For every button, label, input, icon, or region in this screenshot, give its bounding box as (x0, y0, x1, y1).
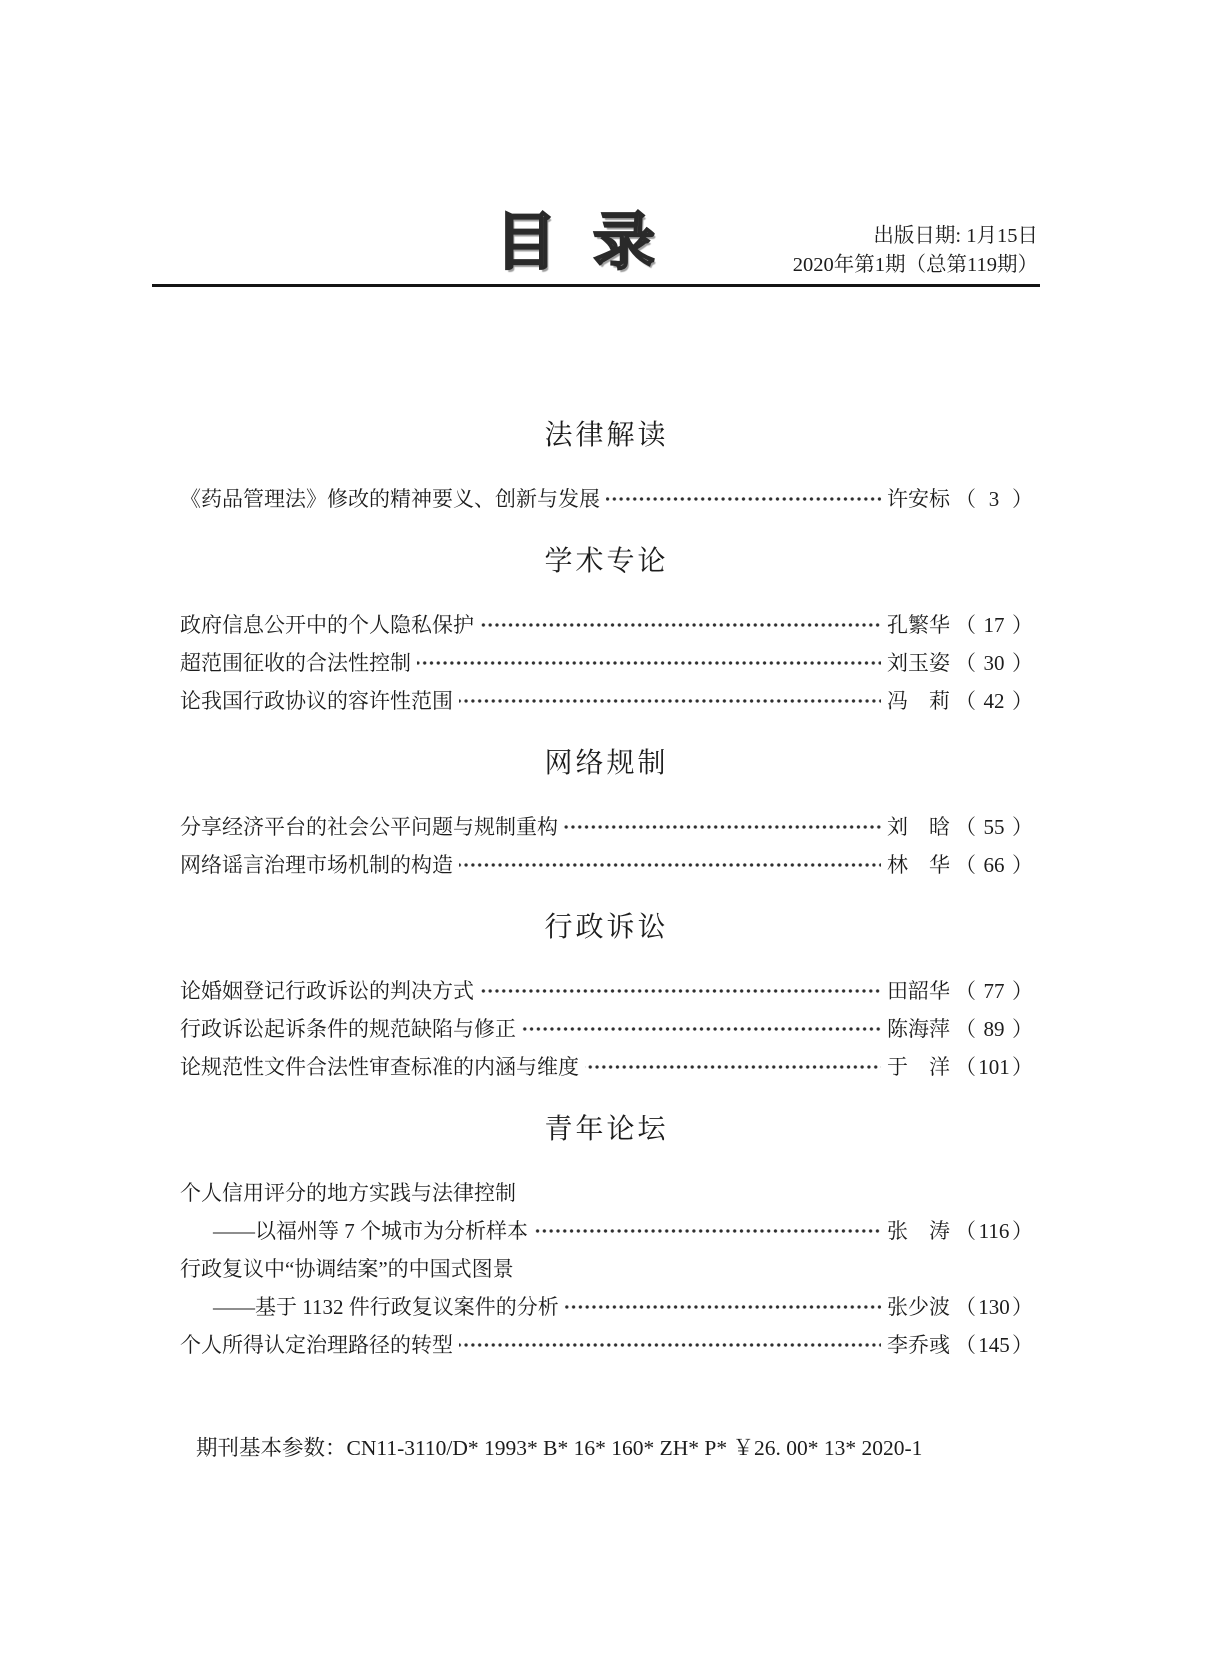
article-title: 个人信用评分的地方实践与法律控制 (180, 1181, 516, 1205)
article-title: 行政诉讼起诉条件的规范缺陷与修正 (180, 1017, 516, 1041)
article-title: 论我国行政协议的容许性范围 (180, 689, 453, 713)
article-author: 李乔彧 (887, 1333, 950, 1357)
leader-dots (480, 615, 881, 635)
toc-entry-title-line (180, 1250, 1033, 1288)
article-title: 《药品管理法》修改的精神要义、创新与发展 (180, 487, 600, 511)
paren-close: ） (1012, 853, 1033, 877)
paren-open: （ (955, 487, 976, 511)
leader-dots (459, 855, 881, 875)
toc-entry (180, 1048, 1033, 1086)
toc-entry (180, 644, 1033, 682)
paren-close: ） (1012, 1055, 1033, 1079)
toc-entry-subtitle-line (180, 1212, 1033, 1250)
article-title: 网络谣言治理市场机制的构造 (180, 853, 453, 877)
article-title: 论婚姻登记行政诉讼的判决方式 (180, 979, 474, 1003)
paren-close: ） (1012, 651, 1033, 675)
paren-open: （ (955, 1055, 976, 1079)
paren-open: （ (955, 815, 976, 839)
article-author: 张 涛 (887, 1219, 950, 1243)
issue-meta (793, 222, 1038, 280)
paren-open: （ (955, 1333, 976, 1357)
paren-close: ） (1012, 1017, 1033, 1041)
page-number: 17 (983, 613, 1005, 637)
leader-dots (480, 981, 881, 1001)
article-page (955, 606, 1033, 644)
article-page (955, 1048, 1033, 1086)
page-number: 66 (983, 853, 1005, 877)
article-title: 论规范性文件合法性审查标准的内涵与维度 (180, 1055, 579, 1079)
paren-open: （ (955, 1017, 976, 1041)
article-author: 林 华 (887, 853, 950, 877)
page-number: 30 (983, 651, 1005, 675)
toc-entry (180, 808, 1033, 846)
article-page (955, 808, 1033, 846)
article-page (955, 1288, 1033, 1326)
leader-dots (565, 1297, 881, 1317)
paren-close: ） (1012, 979, 1033, 1003)
publish-date: 出版日期: 1月15日 (873, 225, 1038, 247)
article-page (955, 972, 1033, 1010)
toc-entry (180, 682, 1033, 720)
article-page (955, 644, 1033, 682)
toc-entry (180, 606, 1033, 644)
page-number: 77 (983, 979, 1005, 1003)
paren-close: ） (1012, 613, 1033, 637)
leader-dots (606, 489, 881, 509)
paren-close: ） (1012, 487, 1033, 511)
article-page (955, 846, 1033, 884)
page-number: 3 (988, 487, 1000, 511)
page-number: 145 (978, 1333, 1010, 1357)
paren-close: ） (1012, 689, 1033, 713)
article-subtitle: ——以福州等 7 个城市为分析样本 (213, 1219, 528, 1243)
section-title-xingzhengsusong: 行政诉讼 (544, 912, 669, 943)
page-number: 42 (983, 689, 1005, 713)
page-number: 89 (983, 1017, 1005, 1041)
article-page (955, 1212, 1033, 1250)
paren-open: （ (955, 979, 976, 1003)
issue-number: 2020年第1期（总第119期） (792, 254, 1038, 276)
toc-entry-subtitle-line (180, 1288, 1033, 1326)
leader-dots (459, 691, 881, 711)
article-page (955, 1326, 1033, 1364)
toc-entry (180, 972, 1033, 1010)
article-title: 行政复议中“协调结案”的中国式图景 (180, 1257, 514, 1281)
paren-open: （ (955, 613, 976, 637)
page-title: 目录 (495, 209, 692, 277)
section-title-falvjiedu: 法律解读 (544, 420, 669, 451)
article-author: 孔繁华 (887, 613, 950, 637)
toc-entry-title-line (180, 1174, 1033, 1212)
toc-body (180, 286, 1033, 1364)
article-author: 许安标 (887, 487, 950, 511)
section-title-qingnianluntan: 青年论坛 (544, 1114, 669, 1145)
article-page (955, 480, 1033, 518)
leader-dots (522, 1019, 881, 1039)
article-author: 于 洋 (887, 1055, 950, 1079)
article-title: 超范围征收的合法性控制 (180, 651, 411, 675)
leader-dots (459, 1335, 881, 1355)
paren-open: （ (955, 1295, 976, 1319)
paren-open: （ (955, 651, 976, 675)
paren-close: ） (1012, 1333, 1033, 1357)
toc-entry (180, 480, 1033, 518)
leader-dots (417, 653, 881, 673)
article-author: 张少波 (887, 1295, 950, 1319)
article-title: 个人所得认定治理路径的转型 (180, 1333, 453, 1357)
toc-entry (180, 1326, 1033, 1364)
leader-dots (534, 1221, 881, 1241)
article-page (955, 682, 1033, 720)
page-number: 101 (978, 1055, 1010, 1079)
page-number: 116 (978, 1219, 1010, 1243)
page-number: 130 (978, 1295, 1010, 1319)
paren-close: ） (1012, 1219, 1033, 1243)
article-subtitle: ——基于 1132 件行政复议案件的分析 (213, 1295, 559, 1319)
leader-dots (564, 817, 881, 837)
page-number: 55 (983, 815, 1005, 839)
masthead (152, 0, 1040, 290)
toc-entry (180, 1010, 1033, 1048)
article-author: 冯 莉 (887, 689, 950, 713)
paren-close: ） (1012, 815, 1033, 839)
section-title-xueshuzhuanlun: 学术专论 (544, 546, 669, 577)
article-title: 分享经济平台的社会公平问题与规制重构 (180, 815, 558, 839)
leader-dots (585, 1057, 881, 1077)
paren-open: （ (955, 1219, 976, 1243)
journal-parameters: 期刊基本参数：CN11-3110/D* 1993* B* 16* 160* ZH* P* ￥26. 00* 13* 2020-1 (196, 1436, 923, 1460)
article-author: 陈海萍 (887, 1017, 950, 1041)
article-page (955, 1010, 1033, 1048)
article-author: 刘玉姿 (887, 651, 950, 675)
paren-open: （ (955, 853, 976, 877)
paren-open: （ (955, 689, 976, 713)
section-title-wangluoguizhi: 网络规制 (544, 748, 669, 779)
toc-entry (180, 846, 1033, 884)
article-title: 政府信息公开中的个人隐私保护 (180, 613, 474, 637)
article-author: 刘 晗 (887, 815, 950, 839)
article-author: 田韶华 (887, 979, 950, 1003)
paren-close: ） (1012, 1295, 1033, 1319)
